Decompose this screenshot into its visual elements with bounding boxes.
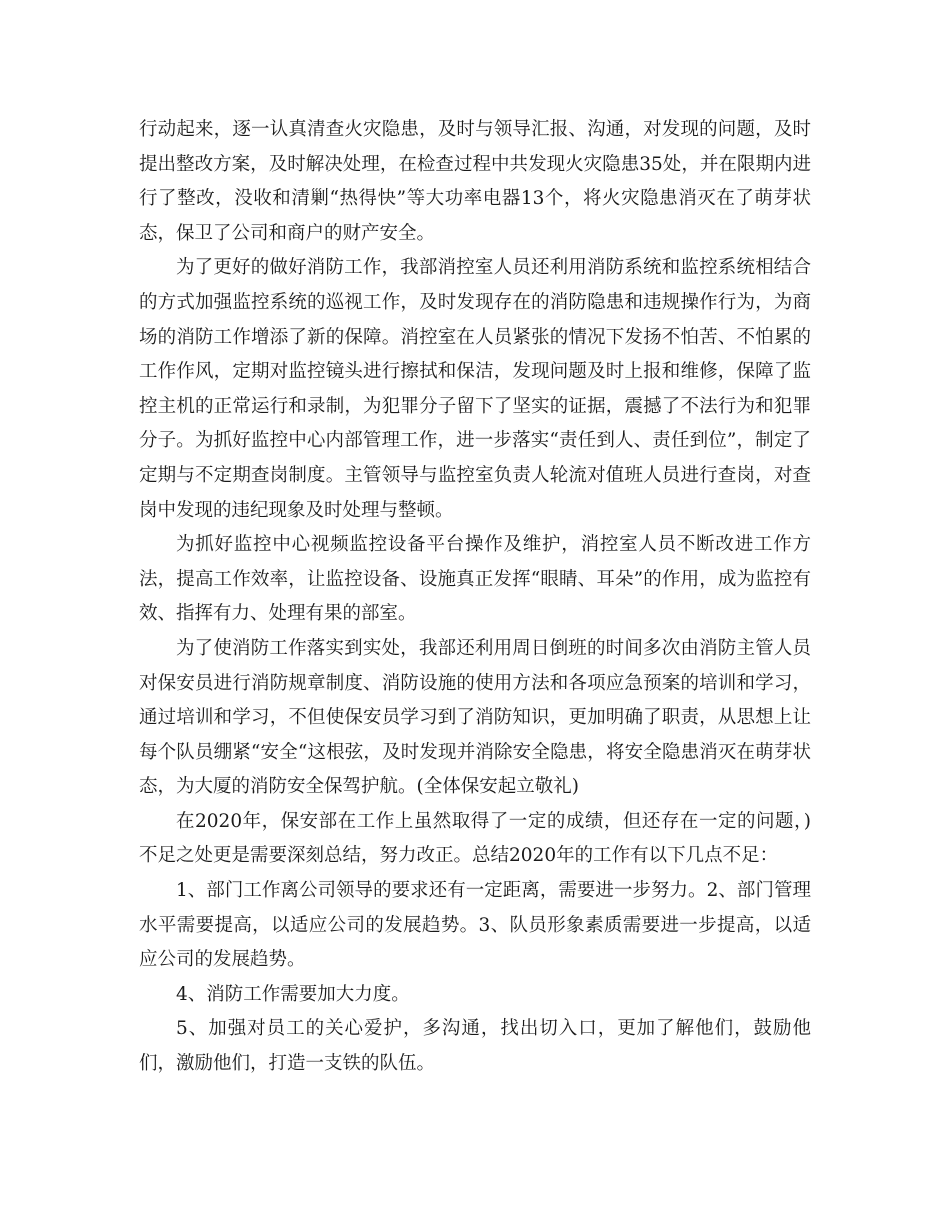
document-body: [139, 113, 811, 1082]
paragraph-1: 行动起来，逐一认真清查火灾隐患，及时与领导汇报、沟通，对发现的问题，及时提出整改方案，及时解决处理，在检查过程中共发现火灾隐患35处，并在限期内进行了整改，没收和清剿“热得快”等大功率电器13个，将火灾隐患消灭在了萌芽状态，保卫了公司和商户的财产安全。: [139, 119, 811, 244]
paragraph-2: 为了更好的做好消防工作，我部消控室人员还利用消防系统和监控系统相结合的方式加强监控系统的巡视工作，及时发现存在的消防隐患和违规操作行为，为商场的消防工作增添了新的保障。消控室在人员紧张的情况下发扬不怕苦、不怕累的工作作风，定期对监控镜头进行擦拭和保洁，发现问题及时上报和维修，保障了监控主机的正常运行和录制，为犯罪分子留下了坚实的证据，震撼了不法行为和犯罪分子。为抓好监控中心内部管理工作，进一步落实“责任到人、责任到位”，制定了定期与不定期查岗制度。主管领导与监控室负责人轮流对值班人员进行查岗，对查岗中发现的违纪现象及时处理与整顿。: [139, 257, 811, 521]
paragraph-4: 为了使消防工作落实到实处，我部还利用周日倒班的时间多次由消防主管人员对保安员进行消防规章制度、消防设施的使用方法和各项应急预案的培训和学习，通过培训和学习，不但使保安员学习到了消防知识，更加明确了职责，从思想上让每个队员绷紧“安全“这根弦，及时发现并消除安全隐患，将安全隐患消灭在萌芽状态，为大厦的消防安全保驾护航。(全体保安起立敬礼): [139, 637, 811, 798]
paragraph-7: 4、消防工作需要加大力度。: [176, 983, 410, 1005]
paragraph-3: 为抓好监控中心视频监控设备平台操作及维护，消控室人员不断改进工作方法，提高工作效率，让监控设备、设施真正发挥“眼睛、耳朵”的作用，成为监控有效、指挥有力、处理有果的部室。: [139, 534, 811, 625]
paragraph-8: 5、加强对员工的关心爱护，多沟通，找出切入口，更加了解他们，鼓励他们，激励他们，打造一支铁的队伍。: [139, 1018, 811, 1075]
paragraph-5: 在2020年，保安部在工作上虽然取得了一定的成绩，但还存在一定的问题，)不足之处更是需要深刻总结，努力改正。总结2020年的工作有以下几点不足：: [139, 810, 811, 867]
paragraph-6: 1、部门工作离公司领导的要求还有一定距离，需要进一步努力。2、部门管理水平需要提高，以适应公司的发展趋势。3、队员形象素质需要进一步提高，以适应公司的发展趋势。: [139, 880, 811, 971]
